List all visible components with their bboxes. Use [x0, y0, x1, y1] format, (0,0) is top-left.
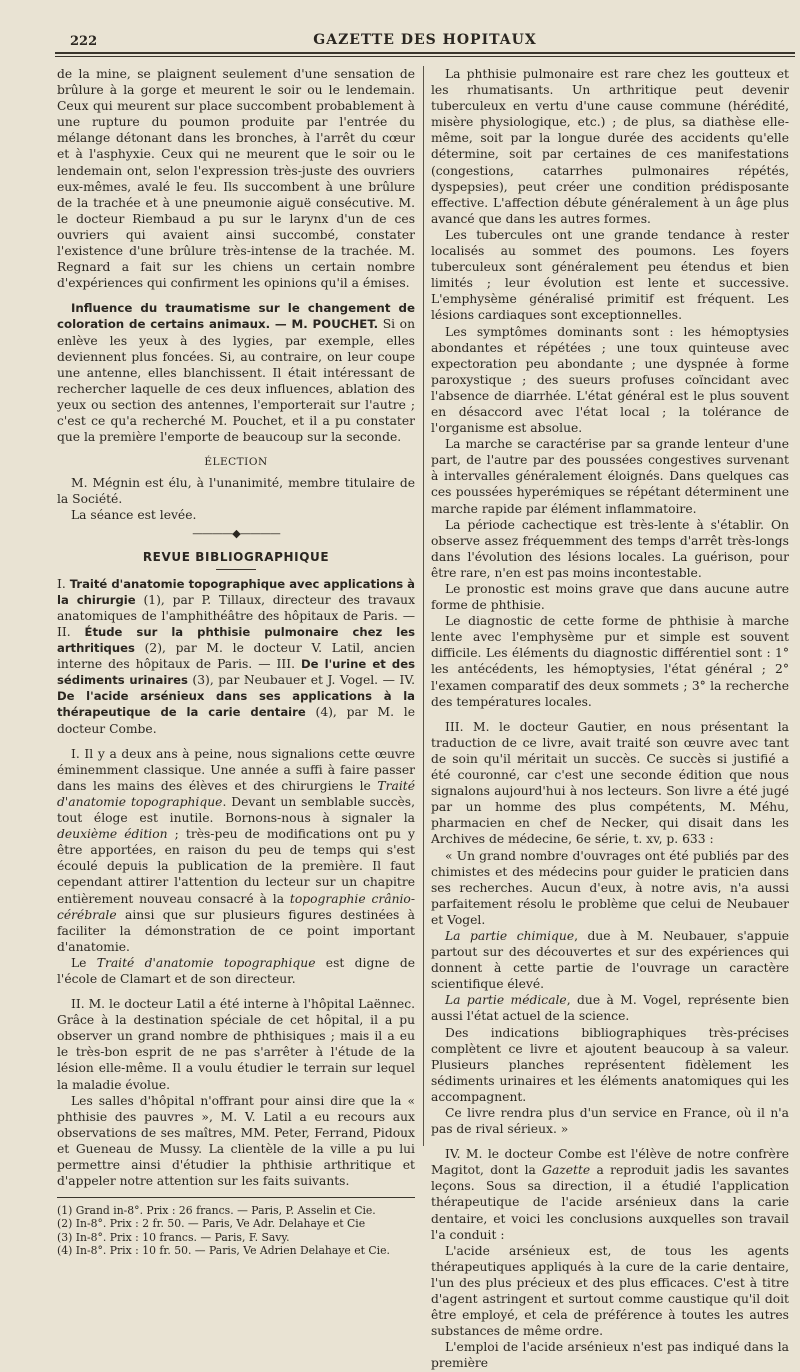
- list-text: (2), par M. le docteur V. Latil, ancien interne des hôpitaux de Paris. — III.: [57, 641, 415, 672]
- paragraph: [57, 300, 415, 445]
- footnote: (3) In-8°. Prix : 10 francs. — Paris, F. Savy.: [57, 1230, 290, 1244]
- list-text: (3), par Neubauer et J. Vogel. — IV.: [187, 673, 415, 688]
- left-column: [57, 66, 416, 1257]
- paragraph-text: est digne de l'école de Clamart et de son directeur.: [57, 955, 415, 986]
- paragraph: [431, 1146, 789, 1243]
- italic-text: Gazette: [542, 1163, 591, 1178]
- page-number: 222: [70, 34, 98, 49]
- review-list: [57, 576, 415, 737]
- paragraph-text: . Devant un semblable succès, tout éloge est inutile. Bornons-nous à signaler la: [57, 794, 415, 826]
- paragraph: Le pronostic est moins grave que dans aucune autre forme de phthisie.: [431, 582, 789, 613]
- paragraph: [57, 746, 415, 955]
- election-heading: ÉLECTION: [204, 456, 268, 469]
- paragraph-text: Si on enlève les yeux à des lygies, par exemple, elles deviennent plus foncées. Si, au contraire, on leur coupe une antenne, elles blanchissent. Il était intéressant de rechercher laquelle de ces deux influences, ablation des yeux ou section des antennes, l'emporterait sur l'autre ; c'est ce qu'a recherché M. Pouchet, et il a pu constater que la première l'emporte de beaucoup sur la seconde.: [57, 317, 416, 445]
- paragraph: « Un grand nombre d'ouvrages ont été publiés par des chimistes et des médecins pour guider le praticien dans ses recherches. Aucun d'eux, à notre avis, n'a aussi parfaitement résolu le problème que celui de Neubauer et Vogel.: [431, 848, 789, 927]
- italic-text: Traité d'anatomie topographique: [96, 955, 316, 970]
- paragraph-text: Le: [71, 955, 97, 970]
- paragraph: Le diagnostic de cette forme de phthisie à marche lente avec l'emphysème pur et simple est souvent difficile. Les éléments du diagnostic différentiel sont : 1° les antécédents, les hémoptysies, l'état général ; 2° l'examen comparatif des deux sommets ; 3° la recherche des températures locales.: [431, 614, 789, 709]
- paragraph: III. M. le docteur Gautier, en nous présentant la traduction de ce livre, avait traité son œuvre avec tant de soin qu'il méritait un succès. Ce succès si justifié a été couronné, car c'est une seconde édition que nous signalons aujourd'hui à nos lecteurs. Son livre a été jugé par un homme des plus compétents, M. Méhu, pharmacien en chef de Necker, qui disait dans les Archives de médecine, 6e série, t. xv, p. 633 :: [431, 719, 789, 847]
- header-rule-thin: [55, 56, 795, 57]
- italic-text: La partie médicale: [445, 993, 567, 1008]
- book-title: De l'acide arsénieux dans ses applications à la thérapeutique de la carie dentaire: [57, 689, 415, 720]
- paragraph: II. M. le docteur Latil a été interne à l'hôpital Laënnec. Grâce à la destination spéciale de cet hôpital, il a pu observer un grand nombre de phthisiques ; mais il a eu le très-bon esprit de ne pas s'arrêter à l'étude de la lésion elle-même. Il a voulu étudier le terrain sur lequel la maladie évolue.: [57, 997, 415, 1092]
- paragraph: L'acide arsénieux est, de tous les agents thérapeutiques appliqués à la cure de la carie dentaire, l'un des plus précieux et des plus efficaces. C'est à titre d'agent astringent et surtout comme caustique qu'il doit être employé, et cela de préférence à toutes les autres substances de même ordre.: [431, 1243, 789, 1339]
- paragraph-text: , due à M. Neubauer, s'appuie partout sur des découvertes et sur des expériences qui donnent à cette partie de l'ouvrage un caractère scientifique élevé.: [431, 928, 789, 992]
- paragraph: La séance est levée.: [71, 508, 197, 523]
- right-column: [431, 66, 790, 1371]
- book-title: Étude sur la phthisie pulmonaire chez les arthritiques: [57, 625, 415, 656]
- paragraph: La période cachectique est très-lente à s'établir. On observe assez fréquemment des temps d'arrêt très-longs dans l'évolution des lésions locales. La guérison, pour être rare, n'en est pas moins incontestable.: [431, 517, 789, 580]
- paragraph: [431, 928, 789, 992]
- paragraph: Les symptômes dominants sont : les hémoptysies abondantes et répétées ; une toux quinteuse avec expectoration peu abondante ; une dyspnée à forme paroxystique ; des sueurs profuses coïncidant avec l'absence de diarrhée. L'état général est le plus souvent en désaccord avec l'état local ; la tolérance de l'organisme est absolue.: [431, 324, 789, 436]
- paragraph: L'emploi de l'acide arsénieux n'est pas indiqué dans la première: [431, 1340, 789, 1371]
- paragraph-text: ; très-peu de modifications ont pu y être apportées, en raison du peu de temps qui s'est écoulé depuis la publication de la première. Il faut cependant attirer l'attention du lecteur sur un chapitre entièrement nouveau consacré à la: [57, 827, 415, 906]
- list-text: I.: [57, 576, 70, 591]
- italic-text: La partie chimique: [445, 928, 575, 943]
- paragraph: Ce livre rendra plus d'un service en France, où il n'a pas de rival sérieux. »: [431, 1106, 789, 1137]
- paragraph: M. Mégnin est élu, à l'unanimité, membre titulaire de la Société.: [57, 476, 415, 507]
- revue-heading: REVUE BIBLIOGRAPHIQUE: [142, 549, 330, 564]
- paragraph: Des indications bibliographiques très-précises complètent ce livre et ajoutent beaucoup à sa valeur. Plusieurs planches représentent fidèlement les sédiments urinaires et les éléments anatomiques qui les accompagnent.: [431, 1025, 789, 1104]
- footnote: (2) In-8°. Prix : 2 fr. 50. — Paris, Ve Adr. Delahaye et Cie: [57, 1217, 366, 1231]
- column-divider: [423, 66, 424, 1146]
- paragraph: La phthisie pulmonaire est rare chez les goutteux et les rhumatisants. Un arthritique peut devenir tuberculeux en vertu d'une cause commune (hérédité, misère physiologique, etc.) ; de plus, sa diathèse elle-même, soit par la longue durée des accidents qu'elle détermine, soit par certaines de ces manifestations (congestions, catarrhes pulmonaires répétés, dyspepsies), peut créer une condition prédisposante effective. L'affection débute généralement à un âge plus avancé que dans les autres formes.: [431, 67, 789, 226]
- short-rule: [216, 569, 256, 570]
- section-heading: Influence du traumatisme sur le changement de coloration de certains animaux. — M. POUCHET.: [57, 301, 415, 332]
- paragraph: [431, 992, 789, 1024]
- paragraph-text: IV. M. le docteur Combe est l'élève de notre confrère Magitot, dont la: [431, 1147, 789, 1178]
- italic-text: Traité d'anatomie topographique: [57, 778, 415, 809]
- header-rule: [55, 52, 795, 54]
- italic-text: deuxième édition: [57, 827, 168, 842]
- list-text: (1), par P. Tillaux, directeur des travaux anatomiques de l'amphithéâtre des hôpitaux de Paris. — II.: [57, 592, 415, 639]
- book-title: De l'urine et des sédiments urinaires: [57, 657, 415, 688]
- paragraph-text: a reproduit jadis les savantes leçons. Sous sa direction, il a étudié l'application thérapeutique de l'acide arsénieux dans la carie dentaire, et voici les conclusions auxquelles son travail l'a conduit :: [431, 1163, 789, 1242]
- paragraph-text: , due à M. Vogel, représente bien aussi l'état actuel de la science.: [431, 993, 790, 1024]
- journal-title: GAZETTE DES HOPITAUX: [313, 32, 537, 48]
- paragraph-text: ainsi que sur plusieurs figures destinées à faciliter la démonstration de ce point important d'anatomie.: [57, 907, 415, 954]
- paragraph-text: I. Il y a deux ans à peine, nous signalions cette œuvre éminemment classique. Une année a suffi à faire passer dans les mains des élèves et des chirurgiens le: [57, 746, 415, 793]
- footnote: (4) In-8°. Prix : 10 fr. 50. — Paris, Ve Adrien Delahaye et Cie.: [57, 1243, 390, 1257]
- paragraph: [57, 955, 415, 987]
- book-title: Traité d'anatomie topographique avec applications à la chirurgie: [57, 576, 415, 607]
- italic-text: topographie crânio-cérébrale: [57, 891, 415, 922]
- list-text: (4), par M. le docteur Combe.: [57, 705, 415, 736]
- footnote: (1) Grand in-8°. Prix : 26 francs. — Paris, P. Asselin et Cie.: [57, 1204, 376, 1218]
- paragraph: Les salles d'hôpital n'offrant pour ainsi dire que la « phthisie des pauvres », M. V. Latil a eu recours aux observations de ses maîtres, MM. Peter, Ferrand, Pidoux et Gueneau de Mussy. La clientèle de la ville a pu lui permettre ainsi d'étudier la phthisie arthritique et d'appeler notre attention sur les faits suivants.: [57, 1093, 415, 1189]
- ornament-divider: ————◆————: [192, 526, 280, 540]
- footnote-rule: [57, 1197, 415, 1198]
- paragraph: La marche se caractérise par sa grande lenteur d'une part, de l'autre par des poussées congestives survenant à intervalles généralement éloignés. Dans quelques cas ces poussées hyperémiques se répétant déterminent une marche rapide par élément inflammatoire.: [431, 437, 789, 516]
- paragraph: de la mine, se plaignent seulement d'une sensation de brûlure à la gorge et meurent le soir ou le lendemain. Ceux qui meurent sur place succombent probablement à une rupture du poumon produite par l'entrée du mélange détonant dans les bronches, à l'arrêt du cœur et à l'asphyxie. Ceux qui ne meurent que le soir ou le lendemain ont, selon l'expression très-juste des ouvriers eux-mêmes, avalé le feu. Ils succombent à une brûlure de la trachée et à une pneumonie aiguë consécutive. M. le docteur Riembaud a pu sur le larynx d'un de ces ouvriers qui avaient ainsi succombé, constater l'existence d'une brûlure très-intense de la trachée. M. Regnard a fait sur les chiens un certain nombre d'expériences qui confirment les opinions qu'il a émises.: [57, 67, 415, 291]
- paragraph: Les tubercules ont une grande tendance à rester localisés au sommet des poumons. Les foyers tuberculeux sont généralement peu étendus et bien limités ; leur évolution est lente et successive. L'emphysème généralisé primitif est fréquent. Les lésions cardiaques sont exceptionnelles.: [431, 227, 789, 323]
